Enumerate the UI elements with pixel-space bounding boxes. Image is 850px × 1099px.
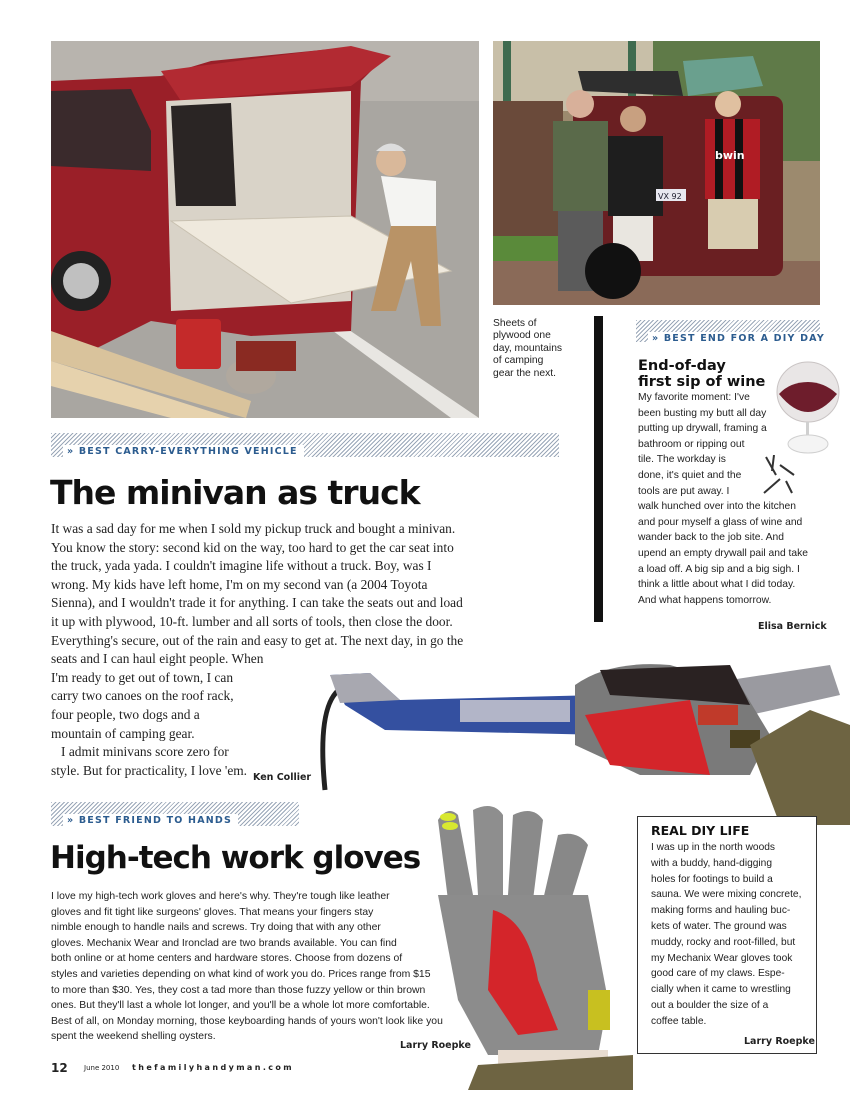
wine-body-line: upend an empty drywall pail and take <box>638 547 809 559</box>
wine-body-line: wander back to the job site. And <box>638 532 784 544</box>
minivan-body-line: Sienna), and I wouldn't trade it for anything. I can take the seats out and load <box>51 595 463 611</box>
minivan-body-line: it up with plywood, 10-ft. lumber and all sorts of tools, then close the door. <box>51 613 453 629</box>
minivan-body-line: four people, two dogs and a <box>51 706 200 722</box>
wine-body-line: think a little about what I did today. <box>638 579 796 591</box>
minivan-body-line: wrong. My kids have left home, I'm on my second van (a 2004 Toyota <box>51 576 428 592</box>
gloves-body-line: I love my high-tech work gloves and here's why. They're tough like leather <box>51 891 390 902</box>
gloves-body-line: nimble enough to handle nails and screws. Try doing that with any other <box>51 922 381 934</box>
caption-line: day, mountains <box>493 342 563 354</box>
wine-body-line: putting up drywall, framing a <box>638 423 767 435</box>
wine-byline: Elisa Bernick <box>758 621 827 632</box>
jersey-text: bwin <box>715 149 745 162</box>
photo-caption <box>493 318 562 380</box>
minivan-body-line: Everything's secure, out of the rain and easy to get at. The next day, in go the <box>51 632 464 648</box>
page-number: 12 <box>51 1061 68 1075</box>
minivan-photo <box>51 41 479 418</box>
issue-date: June 2010 <box>84 1064 120 1072</box>
real-diy-body-line: cially when it came to wrestling <box>651 984 791 996</box>
gray-glove-illustration <box>418 800 633 1090</box>
wine-body-line: walk hunched over into the kitchen <box>638 501 796 513</box>
wine-body <box>638 390 808 608</box>
real-diy-body-line: my Mechanix Wear gloves took <box>651 952 793 964</box>
gloves-body-line: ones. But they'll last a whole lot longer, and you'll be a whole lot more comfortable. <box>51 1000 430 1012</box>
real-diy-body-line: I was up in the north woods <box>651 842 776 853</box>
wine-title-line: first sip of wine <box>638 374 766 390</box>
wine-section-tag: » BEST END FOR A DIY DAY <box>648 332 831 345</box>
crowbar-glove-illustration <box>310 645 850 825</box>
wine-body-line: and pour myself a glass of wine and <box>638 516 803 528</box>
caption-line: gear the next. <box>493 367 556 379</box>
gloves-body-line: gloves and fit tight like surgeons' gloves. That means your fingers stay <box>51 906 374 918</box>
minivan-body-line: mountain of camping gear. <box>51 725 195 741</box>
wine-body-line: tools are put away. I <box>638 485 730 497</box>
gloves-body-line: styles and varieties depending on what kind of work you do. Prices range from $15 <box>51 968 431 980</box>
real-diy-body-line: good care of my claws. Espe- <box>651 968 785 980</box>
gloves-body <box>51 889 443 1045</box>
real-diy-body-line: muddy, rocky and root-filled, but <box>651 936 796 948</box>
gloves-body-line: Best of all, on Monday morning, those keyboarding hands of yours won't look like you <box>51 1015 443 1027</box>
wine-body-line: tile. The workday is <box>638 454 726 466</box>
gloves-body-line: both online or at home centers and hardware stores. Choose from dozens of <box>51 953 403 965</box>
minivan-body-line: It was a sad day for me when I sold my pickup truck and bought a minivan. <box>51 521 456 536</box>
real-diy-body-line: holes for footings to build a <box>651 873 773 885</box>
caption-line: plywood one <box>493 330 551 342</box>
wine-body-line: And what happens tomorrow. <box>638 594 772 606</box>
minivan-body-line: You know the story: second kid on the way, too hard to get the car seat into <box>51 539 454 555</box>
minivan-body-line: carry two canoes on the roof rack, <box>51 688 234 704</box>
minivan-body-line: seats and I can haul eight people. When <box>51 651 264 667</box>
real-diy-byline: Larry Roepke <box>744 1036 815 1047</box>
real-diy-body-line: with a buddy, hand-digging <box>651 857 773 869</box>
minivan-section-tag: » BEST CARRY-EVERYTHING VEHICLE <box>63 445 304 458</box>
gloves-body-line: gloves. Mechanix Wear and Ironclad are two brands available. You can find <box>51 937 397 949</box>
wine-body-line: bathroom or ripping out <box>638 438 745 450</box>
real-diy-life-title: REAL DIY LIFE <box>651 823 750 838</box>
wine-title-line: End-of-day <box>638 358 726 374</box>
real-diy-life-body <box>651 840 801 1030</box>
family-photo <box>493 41 820 305</box>
gloves-byline: Larry Roepke <box>400 1040 471 1051</box>
wine-body-line: been busting my butt all day <box>638 407 767 419</box>
gloves-headline: High-tech work gloves <box>50 840 421 876</box>
caption-line: Sheets of <box>493 318 537 329</box>
minivan-body-line: I'm ready to get out of town, I can <box>51 669 234 685</box>
real-diy-body-line: out a boulder the size of a <box>651 999 769 1011</box>
gloves-section-tag: » BEST FRIEND TO HANDS <box>63 814 238 827</box>
real-diy-body-line: kets of water. The ground was <box>651 920 787 932</box>
gloves-body-line: spent the weekend shelling oysters. <box>51 1031 216 1043</box>
minivan-body-line: style. But for practicality, I love 'em. <box>51 762 248 778</box>
license-plate: VX 92 <box>658 192 682 201</box>
wine-body-line: done, it's quiet and the <box>638 469 742 481</box>
real-diy-body-line: making forms and hauling buc- <box>651 905 791 917</box>
minivan-body-line: the truck, yada yada. I couldn't imagine life without a truck. Boy, was I <box>51 558 432 574</box>
gloves-body-line: to more than $30. Yes, they cost a tad more than those fuzzy yellow or thin brown <box>51 984 426 996</box>
wine-body-line: My favorite moment: I've <box>638 392 750 403</box>
real-diy-body-line: sauna. We were mixing concrete, <box>651 889 802 901</box>
minivan-byline: Ken Collier <box>253 772 312 783</box>
sidebar-divider-bar <box>594 316 603 622</box>
wine-body-line: a load off. A big sip and a big sigh. I <box>638 563 800 575</box>
wine-title <box>638 358 765 390</box>
site-url: thefamilyhandyman.com <box>132 1063 295 1072</box>
minivan-headline: The minivan as truck <box>50 473 420 512</box>
minivan-body-line: I admit minivans score zero for <box>51 744 229 760</box>
real-diy-body-line: coffee table. <box>651 1015 707 1027</box>
caption-line: of camping <box>493 355 544 367</box>
